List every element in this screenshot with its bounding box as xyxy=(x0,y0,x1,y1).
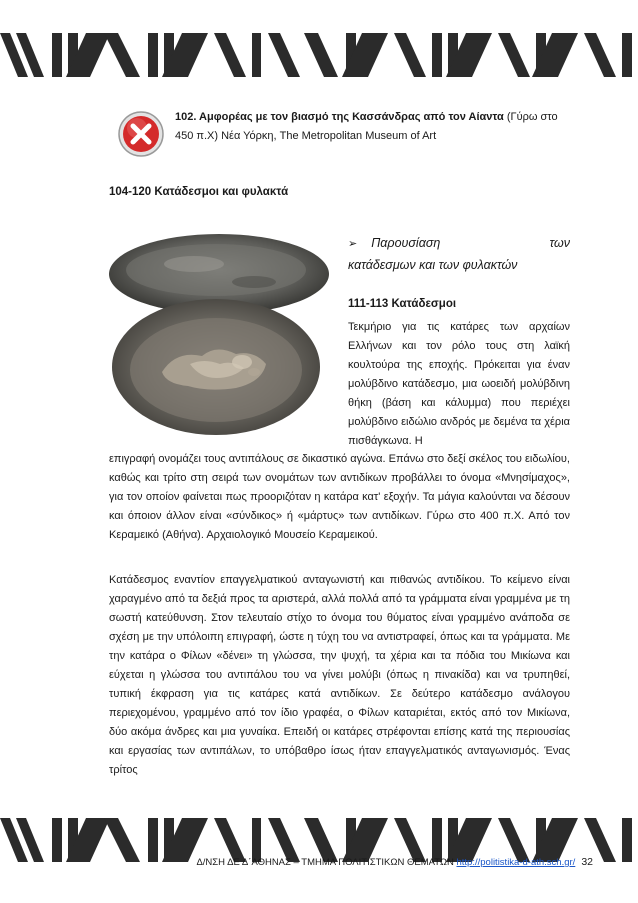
notice-title: 102. Αμφορέας με τον βιασμό της Κασσάνδρας από τον Αίαντα xyxy=(175,111,504,123)
image-notice xyxy=(117,107,577,157)
footer-text: Δ/ΝΣΗ ΔΕ Δ΄ΑΘΗΝΑΣ – ΤΜΗΜΑ ΠΟΛΙΤΙΣΤΙΚΩΝ ΘΕΜΑΤΩΝ xyxy=(196,857,457,868)
arrow-bullet-icon: ➢ xyxy=(348,238,358,250)
subsection-heading: 111-113 Κατάδεσμοι xyxy=(348,298,457,310)
subtitle-word-1: Παρουσίαση xyxy=(371,236,441,250)
column-paragraph: Τεκμήριο για τις κατάρες των αρχαίων Ελλήνων και τον ρόλο τους στη λαϊκή κουλτούρα της εποχής. Πρόκειται για έναν μολύβδινο κατάδεσμο, μια ωοειδή μολύβδινη θήκη (βάση και κάλυμμα) που περιέχει μολύβδινο ειδώλιο ανδρός με δεμένα τα χέρια πισθάγκωνα. Η xyxy=(348,321,570,447)
page-number: 32 xyxy=(581,856,593,868)
footer-link[interactable]: http://politistika-d-ath.sch.gr/ xyxy=(456,857,576,868)
stop-x-icon xyxy=(117,110,165,158)
section-heading: 104-120 Κατάδεσμοι και φυλακτά xyxy=(109,186,289,198)
page-footer xyxy=(0,856,593,868)
subtitle-line-2: κατάδεσμων και των φυλακτών xyxy=(348,258,518,272)
body-paragraph-1: επιγραφή ονομάζει τους αντιπάλους σε δικαστικό αγώνα. Επάνω στο δεξί σκέλος του ειδωλίου, καθώς και τρίτο στη σειρά των ονομάτων των αντιδίκων προβάλλει το όνομα «Μνησίμαχος», για τον οποίον φαίνεται πως προοριζόταν η κατάρα κατ' εξοχήν. Τα μάγια καλούνται να δέσουν και όποιον άλλον είναι «σύνδικος» ή «μάρτυς» των αντιδίκων. Γύρω στο 400 π.Χ. Από τον Κεραμεικό (Αθήνα). Αρχαιολογικό Μουσείο Κεραμεικού. xyxy=(109,453,570,541)
body-paragraph-2: Κατάδεσμος εναντίον επαγγελματικού ανταγωνιστή και πιθανώς αντιδίκου. Το κείμενο είναι χαραγμένο από τα δεξιά προς τα αριστερά, αλλά πολλά από τα γράμματα είναι γραμμένα με τη σωστή κατεύθυνση. Στον τελευταίο στίχο το όνομα του θύματος είναι γραμμένο ανάποδα σε σχέση με την υπόλοιπη επιγραφή, ώστε η τύχη του να αντιστραφεί, όπως και τα γράμματα. Με την κατάρα ο Φίλων «δένει» τη γλώσσα, την ψυχή, τα χέρια και τα πόδια του Μικίωνα και εύχεται η γλώσσα του αντιπάλου του να γίνει μολύβι (όπως η πινακίδα) και να τρυπηθεί, τυπική έκφραση για τις κατάρες κατά αντιδίκων. Σε δεύτερο κατάδεσμο ανάλογου περιεχομένου, γραμμένο από τον ίδιο γραφέα, ο Φίλων καταριέται, εκτός από τον Μικίωνα, δύο ακόμα άνδρες και μια γυναίκα. Επειδή οι κατάρες στρέφονται επίσης κατά της περιουσίας και εργασίας των αντιπάλων, το υπόβαθρο ίσως ήταν επαγγελματικός ανταγωνισμός. Ένας τρίτος xyxy=(109,574,570,776)
notice-caption xyxy=(175,108,575,146)
section-subtitle xyxy=(348,233,570,276)
artifact-photo xyxy=(104,232,334,437)
subtitle-word-2: των xyxy=(549,236,570,250)
notice-body: (Γύρω στο 450 π.Χ) Νέα Υόρκη, The Metropolitan Museum of Art xyxy=(175,111,558,142)
header-pattern-band xyxy=(0,33,638,77)
